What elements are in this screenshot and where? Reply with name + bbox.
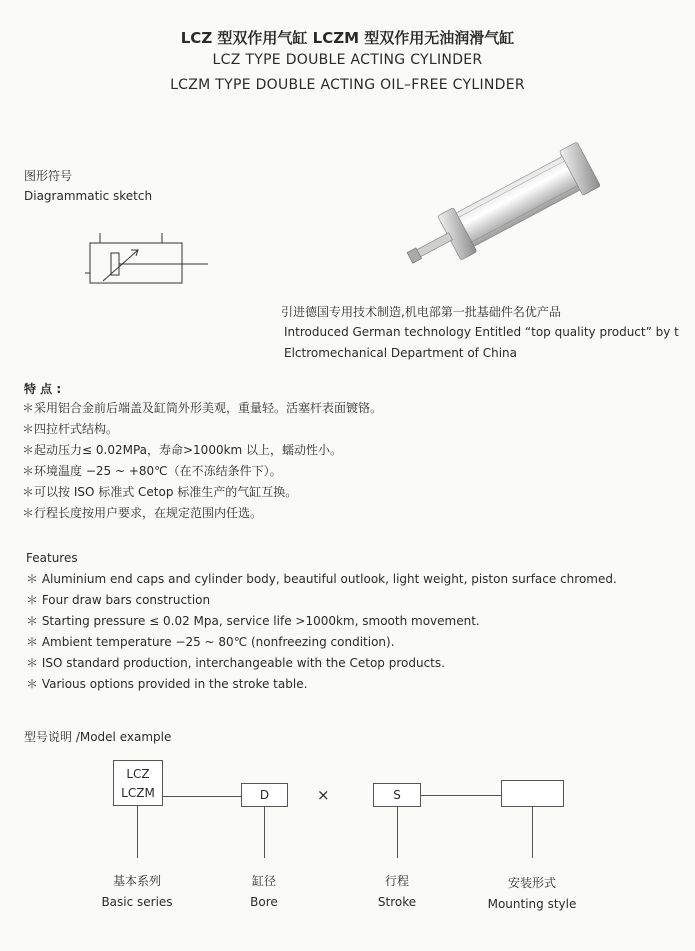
list-item: ＊ Aluminium end caps and cylinder body, beautiful outlook, light weight, piston surface chromed. <box>26 572 617 586</box>
product-caption-cn: 引进德国专用技术制造,机电部第一批基础件名优产品 <box>281 305 561 319</box>
label-mounting-style <box>472 874 592 911</box>
list-item: ＊ Four draw bars construction <box>26 593 211 607</box>
list-item: ＊ Ambient temperature −25 ~ 80℃ (nonfreezing condition). <box>26 635 395 649</box>
sketch-label-en: Diagrammatic sketch <box>24 189 153 203</box>
list-item: ＊ ISO standard production, interchangeable with the Cetop products. <box>26 656 445 670</box>
pointer-line <box>137 806 138 858</box>
features-en-heading: Features <box>26 551 78 565</box>
list-item: ＊可以按 ISO 标准式 Cetop 标准生产的气缸互换。 <box>22 485 298 499</box>
product-caption-en-2: Elctromechanical Department of China <box>284 346 517 360</box>
list-item: ＊ Various options provided in the stroke table. <box>26 677 308 691</box>
label-stroke <box>352 872 442 909</box>
connector-line <box>163 796 241 797</box>
label-cn: 基本系列 <box>112 874 161 888</box>
times-symbol: × <box>317 786 330 804</box>
series-box <box>113 760 163 806</box>
list-item: ＊四拉杆式结构。 <box>22 422 119 436</box>
cylinder-symbol-icon <box>80 228 220 298</box>
features-cn-list <box>22 398 382 524</box>
bore-box: D <box>241 783 288 807</box>
label-cn: 行程 <box>384 874 409 888</box>
pointer-line <box>532 807 533 858</box>
title-english-2: LCZM TYPE DOUBLE ACTING OIL–FREE CYLINDER <box>170 77 525 93</box>
list-item: ＊环境温度 −25 ~ +80℃（在不冻结条件下）。 <box>22 464 282 478</box>
title-chinese: LCZ 型双作用气缸 LCZM 型双作用无油润滑气缸 <box>180 29 515 47</box>
stroke-box: S <box>373 783 421 807</box>
pointer-line <box>397 807 398 858</box>
label-basic-series <box>82 872 192 909</box>
list-item: ＊采用铝合金前后端盖及缸筒外形美观，重量轻。活塞杆表面镀铬。 <box>22 401 383 415</box>
list-item: ＊起动压力≤ 0.02MPa，寿命>1000km 以上，蠕动性小。 <box>22 443 343 457</box>
label-en: Mounting style <box>487 897 577 911</box>
cylinder-product-image-icon <box>390 140 640 265</box>
label-en: Bore <box>250 895 278 909</box>
label-bore <box>219 872 309 909</box>
series-code-lczm: LCZM <box>121 786 155 800</box>
features-cn-heading: 特 点 : <box>24 382 62 396</box>
connector-line <box>421 795 501 796</box>
label-en: Basic series <box>101 895 173 909</box>
list-item: ＊行程长度按用户要求，在规定范围内任选。 <box>22 506 263 520</box>
title-english-1: LCZ TYPE DOUBLE ACTING CYLINDER <box>212 52 483 68</box>
pointer-line <box>264 807 265 858</box>
label-en: Stroke <box>377 895 417 909</box>
label-cn: 安装形式 <box>507 876 556 890</box>
product-caption-en-1: Introduced German technology Entitled “top quality product” by t <box>284 325 679 339</box>
model-heading: 型号说明 /Model example <box>24 730 172 744</box>
series-code-lcz: LCZ <box>126 767 150 781</box>
list-item: ＊ Starting pressure ≤ 0.02 Mpa, service life >1000km, smooth movement. <box>26 614 480 628</box>
features-en-list <box>26 569 617 695</box>
label-cn: 缸径 <box>251 874 276 888</box>
mounting-style-box <box>501 780 564 807</box>
sketch-label-cn: 图形符号 <box>24 169 73 183</box>
